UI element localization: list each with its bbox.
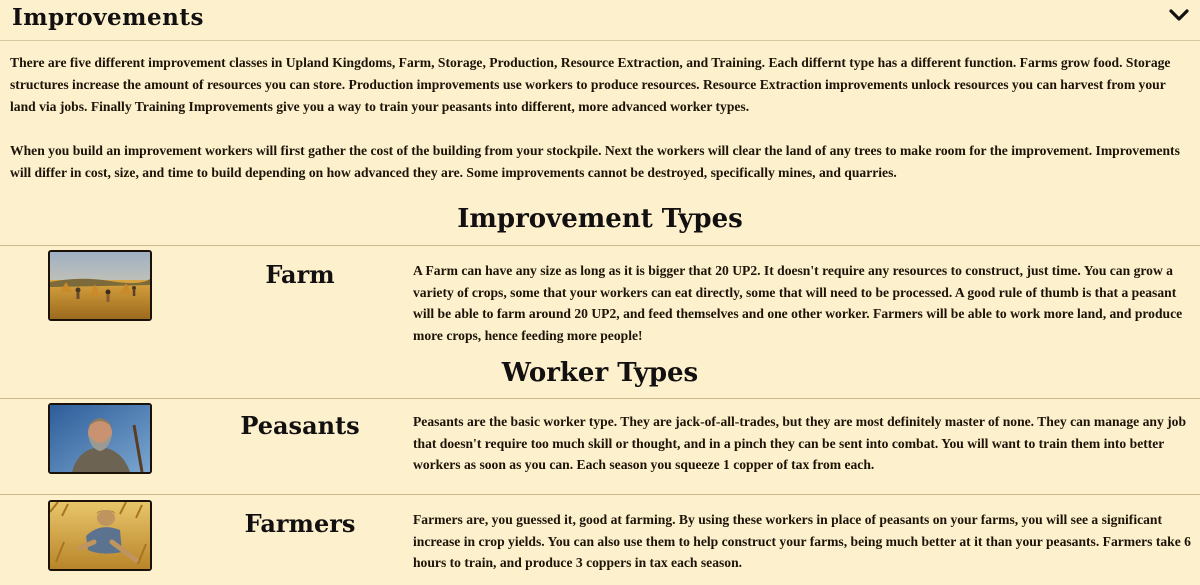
worker-name: Peasants bbox=[240, 411, 360, 440]
farmer-working-image bbox=[48, 500, 152, 571]
worker-types-heading: Worker Types bbox=[501, 358, 699, 388]
worker-description: Peasants are the basic worker type. They are jack-of-all-trades, but they are most definitely master of none. They can manage any job that doesn't require too much skill or thought, and in a pinch they can be sent into combat. You will want to train them into better workers as soon as you can. Each season you squeeze 1 copper of tax from each. bbox=[413, 414, 1187, 472]
peasant-portrait-image bbox=[48, 403, 152, 474]
worker-description: Farmers are, you guessed it, good at farming. By using these workers in place of peasants on your farms, you will see a significant increase in crop yields. You can also use them to help construct your farms, being much better at it than your peasants. Farmers take 6 hours to train, and produce 3 coppers in tax each season. bbox=[413, 512, 1191, 570]
page-title: Improvements bbox=[12, 4, 204, 31]
divider bbox=[0, 245, 1200, 246]
divider bbox=[0, 494, 1200, 495]
farm-harvest-image bbox=[48, 250, 152, 321]
improvement-name: Farm bbox=[265, 260, 335, 289]
intro-paragraph: There are five different improvement classes in Upland Kingdoms, Farm, Storage, Production, Resource Extraction, and Training. Each differnt type has a different function. Farms grow food. Storage structures increase the amount of resources you can store. Production improvements use workers to produce resources. Resource Extraction improvements unlock resources you can harvest from your land via jobs. Finally Training Improvements give you a way to train your peasants into different, more advanced worker types. bbox=[10, 55, 1171, 114]
improvement-types-heading: Improvement Types bbox=[457, 204, 743, 234]
chevron-down-icon[interactable] bbox=[1166, 2, 1192, 28]
intro-text bbox=[10, 52, 1194, 184]
divider bbox=[0, 398, 1200, 399]
worker-name: Farmers bbox=[244, 509, 356, 538]
improvement-description: A Farm can have any size as long as it is bigger that 20 UP2. It doesn't require any resources to construct, just time. You can grow a variety of crops, some that your workers can eat directly, some that will need to be processed. A good rule of thumb is that a peasant will be able to farm around 20 UP2, and feed themselves and one other worker. Farmers will be able to work more land, and produce more crops, hence feeding more people! bbox=[413, 263, 1183, 343]
intro-paragraph: When you build an improvement workers will first gather the cost of the building from your stockpile. Next the workers will clear the land of any trees to make room for the improvement. Improvements will differ in cost, size, and time to build depending on how advanced they are. Some improvements cannot be destroyed, specifically mines, and quarries. bbox=[10, 143, 1180, 180]
collapsible-header[interactable] bbox=[0, 0, 1200, 41]
